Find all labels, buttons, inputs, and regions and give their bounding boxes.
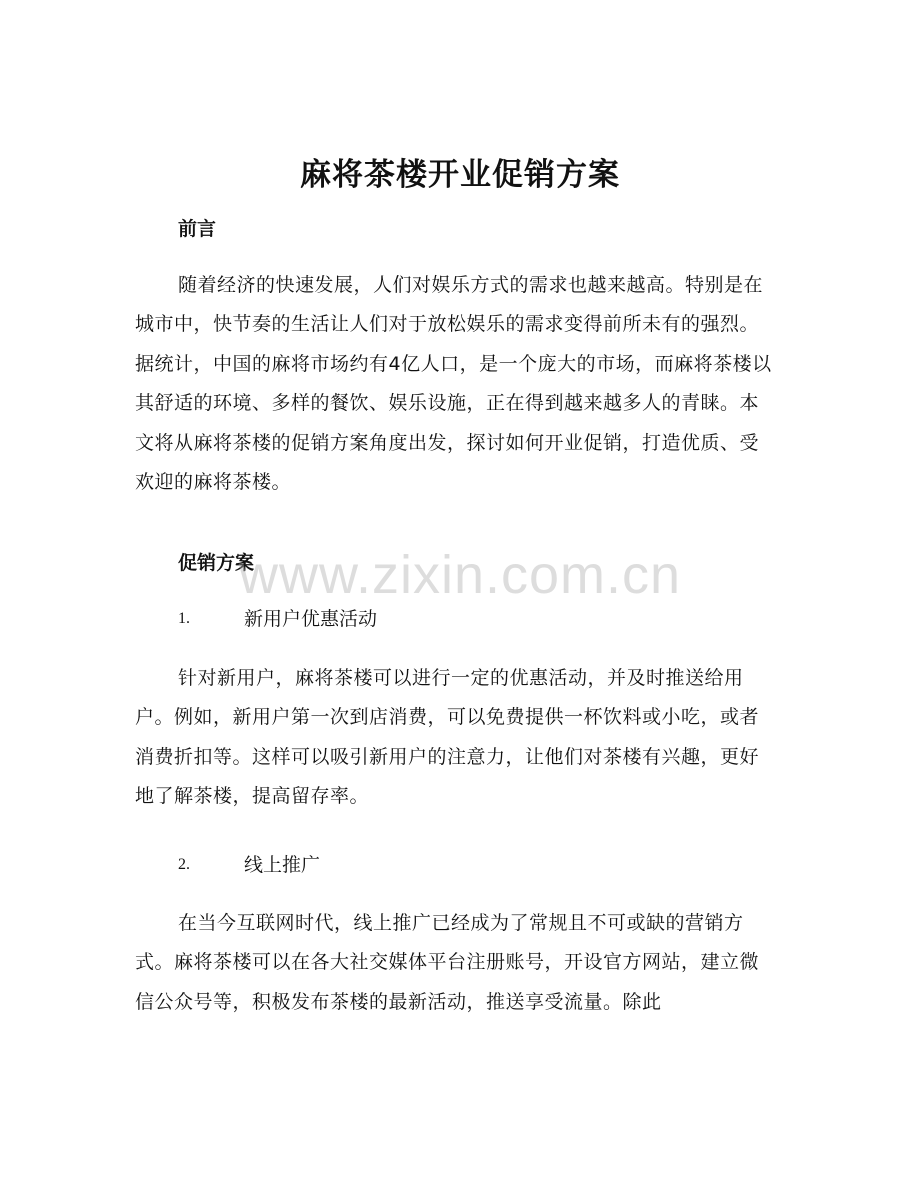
preface-paragraph: 随着经济的快速发展，人们对娱乐方式的需求也越来越高。特别是在城市中，快节奏的生活让人们对于放松娱乐的需求变得前所未有的强烈。据统计，中国的麻将市场约有4亿人口，是一个庞大的市场，而麻将茶楼以其舒适的环境、多样的餐饮、娱乐设施，正在得到越来越多人的青睐。本文将从麻将茶楼的促销方案角度出发，探讨如何开业促销，打造优质、受欢迎的麻将茶楼。 bbox=[135, 274, 772, 494]
watermark: www.zixin.com.cn bbox=[238, 545, 682, 605]
list-item-number: 1. bbox=[178, 610, 190, 627]
list-item-title: 新用户优惠活动 bbox=[244, 608, 378, 630]
item-paragraph: 针对新用户，麻将茶楼可以进行一定的优惠活动，并及时推送给用户。例如，新用户第一次到店消费，可以免费提供一杯饮料或小吃，或者消费折扣等。这样可以吸引新用户的注意力，让他们对茶楼有兴趣，更好地了解茶楼，提高留存率。 bbox=[135, 667, 760, 808]
list-item bbox=[178, 605, 377, 633]
list-item bbox=[178, 851, 320, 879]
item-paragraph: 在当今互联网时代，线上推广已经成为了常规且不可或缺的营销方式。麻将茶楼可以在各大社交媒体平台注册账号，开设官方网站，建立微信公众号等，积极发布茶楼的最新活动，推送享受流量。除此 bbox=[135, 912, 760, 1013]
preface-heading: 前言 bbox=[178, 218, 217, 240]
promo-heading: 促销方案 bbox=[178, 552, 255, 574]
list-item-number: 2. bbox=[178, 856, 190, 873]
list-item-title: 线上推广 bbox=[244, 854, 321, 876]
document-title: 麻将茶楼开业促销方案 bbox=[300, 157, 620, 193]
